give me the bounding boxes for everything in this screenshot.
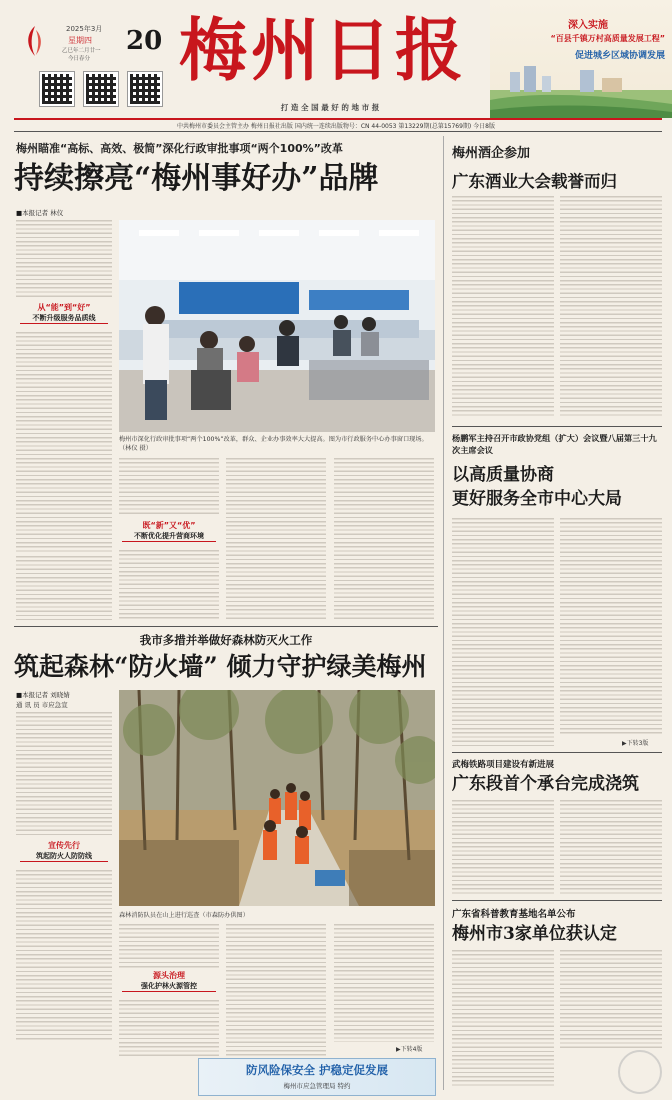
forest-headline: 筑起森林“防火墙” 倾力守护绿美梅州 <box>14 652 427 681</box>
date-line: 2025年3月 <box>66 25 103 33</box>
forest-body-text <box>119 1000 219 1056</box>
edu-body-text <box>452 950 554 1088</box>
cppcc-kicker: 杨鹏军主持召开市政协党组（扩大）会议暨八届第三十九次主席会议 <box>452 433 657 455</box>
cppcc-body-text <box>560 518 662 736</box>
rail-body-text <box>452 800 554 894</box>
subhead-title: 宣传先行 <box>48 841 80 850</box>
forest-body-text <box>119 924 219 968</box>
campaign-ad <box>490 0 672 118</box>
date-day: 20 <box>126 26 163 56</box>
subhead-title: 既“新”又“优” <box>142 521 196 530</box>
weekday: 星期四 <box>68 36 92 45</box>
meta-rule <box>14 131 662 132</box>
lead-subhead-2 <box>122 520 216 546</box>
continued-note: ▶下转3版 <box>622 740 649 747</box>
newspaper-title: 梅州日报 <box>178 11 467 91</box>
masthead-rule <box>14 118 662 120</box>
lead-body-text <box>16 332 112 552</box>
forest-subhead-1 <box>20 840 108 866</box>
liquor-body-text <box>452 196 554 418</box>
subhead-line: 不断优化提升营商环境 <box>122 531 216 542</box>
city-skyline-icon <box>490 60 672 118</box>
solar-term: 今日春分 <box>68 56 91 62</box>
lead-kicker: 梅州瞄准“高标、高效、极简”深化行政审批事项“两个100%”改革 <box>16 142 343 155</box>
lead-photo-caption: 梅州市深化行政审批事项“两个100%”改革，群众、企业办事效率大大提高。图为市行政服务中心办事窗口现场。（林仪 摄） <box>119 436 428 452</box>
section-rule <box>452 900 662 901</box>
safety-banner <box>198 1058 436 1096</box>
subhead-line: 强化护林火源管控 <box>122 981 216 992</box>
forest-firefighters-photo <box>119 690 435 906</box>
liquor-headline: 广东酒业大会载誉而归 <box>452 172 617 191</box>
forest-subhead-2 <box>122 970 216 996</box>
lead-subhead-1 <box>20 302 108 328</box>
lead-byline: ■本报记者 林仪 <box>16 209 64 217</box>
cppcc-headline-1: 以高质量协商 <box>452 465 554 485</box>
forest-kicker: 我市多措并举做好森林防灭火工作 <box>139 633 313 647</box>
lead-headline: 持续擦亮“梅州事好办”品牌 <box>14 161 379 196</box>
cppcc-headline-2: 更好服务全市中心大局 <box>452 489 622 509</box>
qr-code-icon <box>40 72 74 106</box>
banner-title: 防风险保安全 护稳定促发展 <box>245 1063 388 1077</box>
edu-body-text <box>560 950 662 1048</box>
section-rule <box>14 626 438 627</box>
lead-body-text <box>16 556 112 620</box>
subhead-title: 源头治理 <box>153 971 185 980</box>
forest-body-text <box>334 924 434 1042</box>
rail-kicker: 武梅铁路项目建设有新进展 <box>452 760 555 770</box>
liquor-body-text <box>560 196 662 418</box>
forest-photo-caption: 森林消防队员在山上进行巡查（市森防办供图） <box>119 912 249 919</box>
ad-title: 深入实施 <box>568 20 608 31</box>
subhead-line: 筑起防火人防防线 <box>20 851 108 862</box>
section-rule <box>452 426 662 427</box>
forest-byline: 通 讯 员 市应急宣 <box>16 701 68 709</box>
lead-body-text <box>334 458 434 620</box>
lead-body-text <box>16 220 112 298</box>
watermark-stamp-icon <box>618 1050 662 1094</box>
qr-code-icon <box>128 72 162 106</box>
forest-byline: ■本报记者 刘晓婧 <box>16 691 70 699</box>
date-box <box>60 24 163 64</box>
cppcc-body-text <box>452 518 554 746</box>
publication-meta: 中共梅州市委员会主管主办 梅州日报社出版 国内统一连续出版物号：CN 44-0053 第13229期(总第15769期) 今日8版 <box>177 123 495 130</box>
lead-body-text <box>226 458 326 620</box>
slogan: 打 造 全 国 最 好 的 地 市 报 <box>280 103 380 112</box>
masthead <box>0 0 672 118</box>
lead-body-text <box>119 550 219 620</box>
forest-body-text <box>16 870 112 1040</box>
forest-body-text <box>226 924 326 1056</box>
liquor-kicker: 梅州酒企参加 <box>452 146 531 161</box>
subhead-line: 不断升级服务品质线 <box>20 313 108 324</box>
newspaper-logo-icon <box>22 24 48 58</box>
continued-note: ▶下转4版 <box>396 1046 423 1053</box>
qr-code-icon <box>84 72 118 106</box>
lunar-date: 乙巳年二月廿一 <box>62 48 101 54</box>
rail-body-text <box>560 800 662 894</box>
column-divider <box>443 136 444 1090</box>
subhead-title: 从“能”到“好” <box>37 303 91 312</box>
edu-kicker: 广东省科普教育基地名单公布 <box>452 909 576 920</box>
ad-line-1: “百县千镇万村高质量发展工程” <box>550 34 665 43</box>
section-rule <box>452 752 662 753</box>
lead-body-text <box>119 458 219 516</box>
service-center-photo <box>119 220 435 432</box>
forest-body-text <box>16 712 112 836</box>
rail-headline: 广东段首个承台完成浇筑 <box>452 774 639 794</box>
banner-sponsor: 梅州市应急管理局 特约 <box>283 1082 351 1090</box>
ad-line-2: 促进城乡区域协调发展 <box>574 51 665 61</box>
edu-headline: 梅州市3家单位获认定 <box>452 924 617 944</box>
